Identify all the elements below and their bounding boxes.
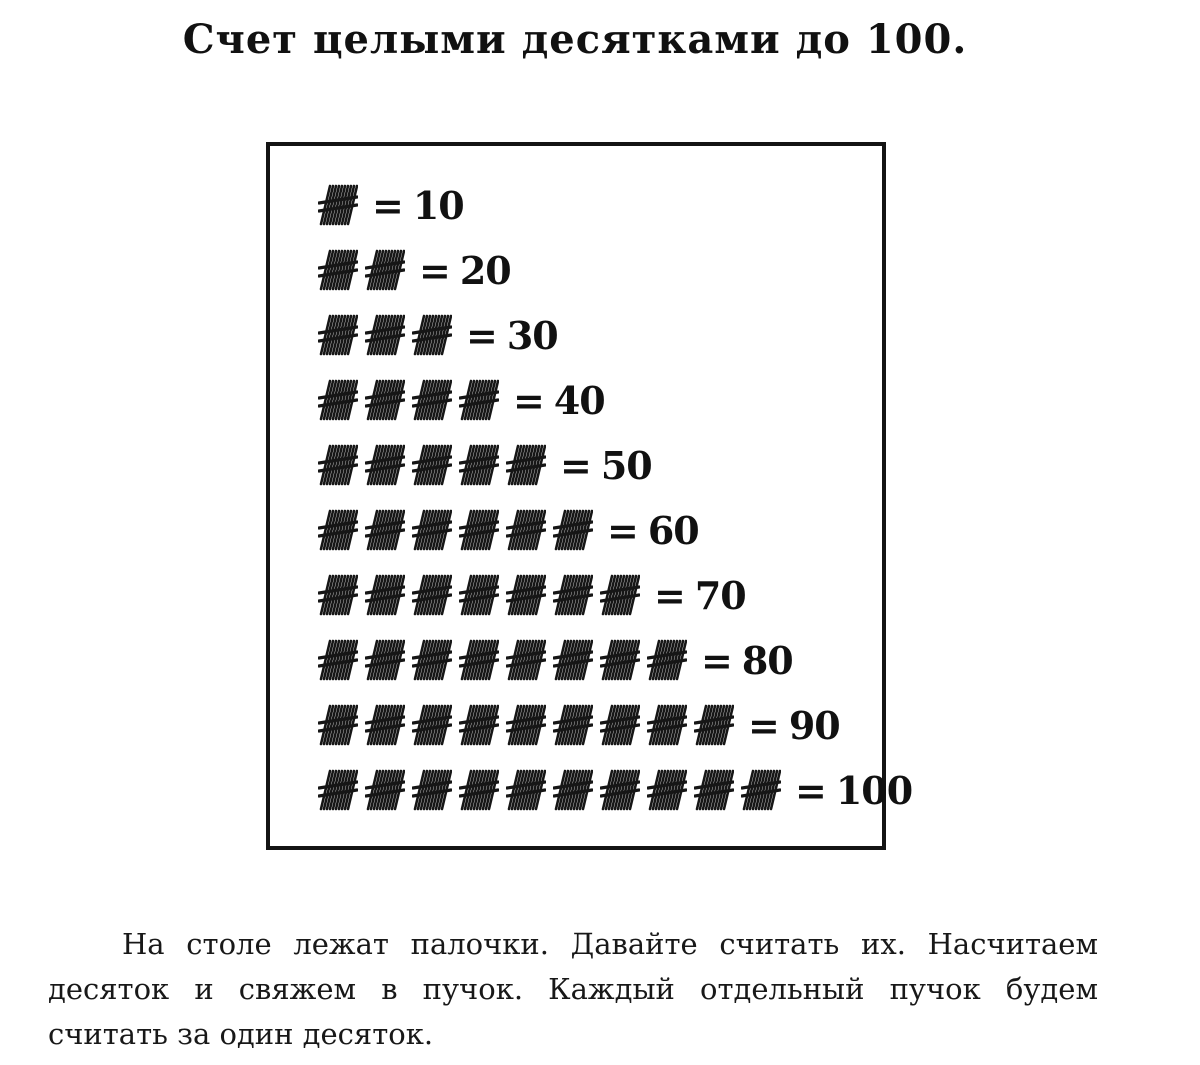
- bundle-of-ten-sticks-icon: [412, 703, 452, 747]
- bundle-of-ten-sticks-icon: [459, 768, 499, 812]
- bundle-of-ten-sticks-icon: [553, 638, 593, 682]
- bundle-group: [318, 638, 687, 682]
- bundle-of-ten-sticks-icon: [318, 183, 358, 227]
- bundle-of-ten-sticks-icon: [647, 703, 687, 747]
- bundle-of-ten-sticks-icon: [318, 703, 358, 747]
- bundle-of-ten-sticks-icon: [553, 573, 593, 617]
- bundle-of-ten-sticks-icon: [365, 313, 405, 357]
- bundle-of-ten-sticks-icon: [600, 638, 640, 682]
- bundle-group: [318, 573, 640, 617]
- bundle-row-100: [318, 765, 912, 815]
- bundle-of-ten-sticks-icon: [365, 378, 405, 422]
- bundle-of-ten-sticks-icon: [506, 443, 546, 487]
- row-total: 100: [835, 767, 913, 813]
- equals-sign: =: [372, 182, 403, 228]
- bundle-of-ten-sticks-icon: [459, 443, 499, 487]
- row-total: 20: [459, 247, 511, 293]
- bundle-of-ten-sticks-icon: [459, 703, 499, 747]
- bundle-group: [318, 443, 546, 487]
- row-equation: [419, 248, 511, 293]
- equals-sign: =: [607, 507, 638, 553]
- row-total: 80: [741, 637, 793, 683]
- bundle-of-ten-sticks-icon: [553, 768, 593, 812]
- row-equation: [513, 378, 605, 423]
- equals-sign: =: [795, 767, 826, 813]
- bundle-of-ten-sticks-icon: [459, 573, 499, 617]
- row-equation: [701, 638, 793, 683]
- equals-sign: =: [560, 442, 591, 488]
- bundle-group: [318, 378, 499, 422]
- bundle-of-ten-sticks-icon: [412, 768, 452, 812]
- bundle-of-ten-sticks-icon: [459, 638, 499, 682]
- bundle-of-ten-sticks-icon: [318, 443, 358, 487]
- bundle-of-ten-sticks-icon: [741, 768, 781, 812]
- bundle-of-ten-sticks-icon: [647, 768, 687, 812]
- equals-sign: =: [466, 312, 497, 358]
- bundle-of-ten-sticks-icon: [318, 768, 358, 812]
- bundle-of-ten-sticks-icon: [506, 768, 546, 812]
- row-equation: [466, 313, 558, 358]
- bundle-of-ten-sticks-icon: [318, 573, 358, 617]
- bundle-row-90: [318, 700, 840, 750]
- bundle-row-20: [318, 245, 511, 295]
- bundle-of-ten-sticks-icon: [600, 703, 640, 747]
- bundle-row-10: [318, 180, 464, 230]
- row-total: 90: [788, 702, 840, 748]
- bundle-group: [318, 313, 452, 357]
- row-equation: [748, 703, 840, 748]
- bundle-of-ten-sticks-icon: [694, 703, 734, 747]
- row-total: 40: [553, 377, 605, 423]
- bundle-of-ten-sticks-icon: [647, 638, 687, 682]
- bundle-of-ten-sticks-icon: [365, 703, 405, 747]
- bundle-of-ten-sticks-icon: [412, 508, 452, 552]
- equals-sign: =: [654, 572, 685, 618]
- equals-sign: =: [513, 377, 544, 423]
- bundle-of-ten-sticks-icon: [459, 508, 499, 552]
- bundle-of-ten-sticks-icon: [412, 573, 452, 617]
- bundle-of-ten-sticks-icon: [365, 638, 405, 682]
- bundle-of-ten-sticks-icon: [365, 508, 405, 552]
- bundle-of-ten-sticks-icon: [506, 508, 546, 552]
- bundle-of-ten-sticks-icon: [506, 703, 546, 747]
- bundle-counting-box: [266, 142, 913, 850]
- equals-sign: =: [701, 637, 732, 683]
- row-equation: [372, 183, 464, 228]
- row-total: 50: [600, 442, 652, 488]
- row-equation: [795, 768, 912, 813]
- bundle-row-70: [318, 570, 746, 620]
- bundle-of-ten-sticks-icon: [365, 248, 405, 292]
- bundle-of-ten-sticks-icon: [553, 703, 593, 747]
- row-total: 70: [694, 572, 746, 618]
- bundle-row-50: [318, 440, 652, 490]
- bundle-of-ten-sticks-icon: [318, 248, 358, 292]
- bundle-row-60: [318, 505, 699, 555]
- bundle-of-ten-sticks-icon: [365, 573, 405, 617]
- equals-sign: =: [419, 247, 450, 293]
- bundle-of-ten-sticks-icon: [459, 378, 499, 422]
- bundle-of-ten-sticks-icon: [318, 638, 358, 682]
- bundle-of-ten-sticks-icon: [600, 573, 640, 617]
- story-paragraph: На столе лежат палочки. Давайте считать их. Насчитаем десяток и свяжем в пучок. Каждый отдельный пучок будем считать за один десяток.: [48, 927, 1098, 1051]
- bundle-of-ten-sticks-icon: [365, 768, 405, 812]
- bundle-of-ten-sticks-icon: [694, 768, 734, 812]
- bundle-row-30: [318, 310, 558, 360]
- row-equation: [560, 443, 652, 488]
- bundle-of-ten-sticks-icon: [600, 768, 640, 812]
- row-total: 30: [506, 312, 558, 358]
- bundle-of-ten-sticks-icon: [318, 378, 358, 422]
- bundle-of-ten-sticks-icon: [318, 313, 358, 357]
- bundle-of-ten-sticks-icon: [318, 508, 358, 552]
- bundle-of-ten-sticks-icon: [506, 638, 546, 682]
- bundle-of-ten-sticks-icon: [553, 508, 593, 552]
- equals-sign: =: [748, 702, 779, 748]
- bundle-of-ten-sticks-icon: [412, 638, 452, 682]
- page-title: Счет целыми десятками до 100.: [182, 16, 968, 63]
- bundle-group: [318, 768, 781, 812]
- bundle-of-ten-sticks-icon: [365, 443, 405, 487]
- bundle-of-ten-sticks-icon: [412, 313, 452, 357]
- bundle-row-40: [318, 375, 605, 425]
- bundle-of-ten-sticks-icon: [506, 573, 546, 617]
- row-total: 60: [647, 507, 699, 553]
- bundle-group: [318, 183, 358, 227]
- bundle-group: [318, 703, 734, 747]
- row-total: 10: [412, 182, 464, 228]
- row-equation: [654, 573, 746, 618]
- bundle-group: [318, 508, 593, 552]
- bundle-group: [318, 248, 405, 292]
- bundle-row-80: [318, 635, 793, 685]
- row-equation: [607, 508, 699, 553]
- bundle-of-ten-sticks-icon: [412, 443, 452, 487]
- bundle-of-ten-sticks-icon: [412, 378, 452, 422]
